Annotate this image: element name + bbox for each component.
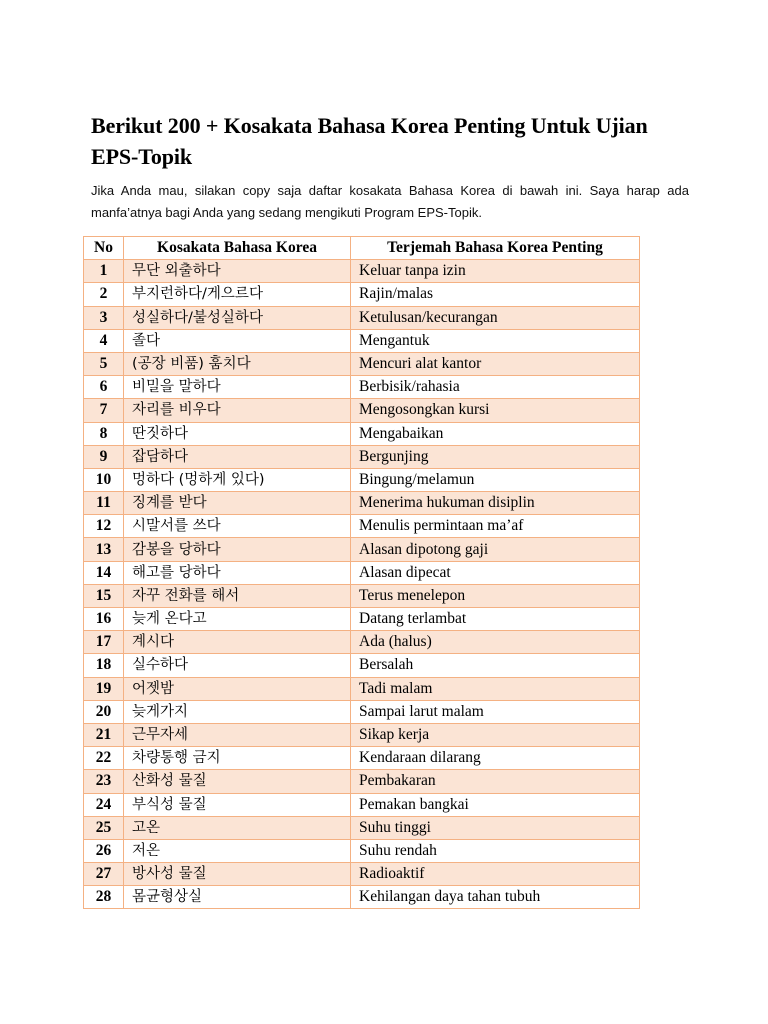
row-number: 6 <box>84 376 124 399</box>
header-row <box>84 237 640 260</box>
row-number: 27 <box>84 863 124 886</box>
table-row <box>84 376 640 399</box>
row-number: 28 <box>84 886 124 909</box>
table-row <box>84 747 640 770</box>
korean-term: 차량통행 금지 <box>124 747 351 770</box>
row-number: 22 <box>84 747 124 770</box>
row-number: 24 <box>84 793 124 816</box>
row-number: 25 <box>84 816 124 839</box>
korean-term: 비밀을 말하다 <box>124 376 351 399</box>
table-row <box>84 352 640 375</box>
table-row <box>84 886 640 909</box>
table-row <box>84 584 640 607</box>
row-number: 14 <box>84 561 124 584</box>
indonesian-translation: Ketulusan/kecurangan <box>351 306 640 329</box>
indonesian-translation: Rajin/malas <box>351 283 640 306</box>
table-row <box>84 329 640 352</box>
indonesian-translation: Kehilangan daya tahan tubuh <box>351 886 640 909</box>
table-row <box>84 492 640 515</box>
indonesian-translation: Bingung/melamun <box>351 468 640 491</box>
table-row <box>84 816 640 839</box>
korean-term: 방사성 물질 <box>124 863 351 886</box>
table-row <box>84 260 640 283</box>
indonesian-translation: Berbisik/rahasia <box>351 376 640 399</box>
korean-term: 몸균형상실 <box>124 886 351 909</box>
header-korean: Kosakata Bahasa Korea <box>124 237 351 260</box>
indonesian-translation: Keluar tanpa izin <box>351 260 640 283</box>
table-row <box>84 422 640 445</box>
korean-term: 졸다 <box>124 329 351 352</box>
table-row <box>84 654 640 677</box>
row-number: 4 <box>84 329 124 352</box>
table-row <box>84 839 640 862</box>
indonesian-translation: Suhu rendah <box>351 839 640 862</box>
row-number: 17 <box>84 631 124 654</box>
korean-term: 딴짓하다 <box>124 422 351 445</box>
korean-term: 부지런하다/게으르다 <box>124 283 351 306</box>
table-row <box>84 445 640 468</box>
indonesian-translation: Kendaraan dilarang <box>351 747 640 770</box>
table-row <box>84 770 640 793</box>
indonesian-translation: Ada (halus) <box>351 631 640 654</box>
table-row <box>84 561 640 584</box>
row-number: 2 <box>84 283 124 306</box>
korean-term: 해고를 당하다 <box>124 561 351 584</box>
korean-term: 저온 <box>124 839 351 862</box>
row-number: 7 <box>84 399 124 422</box>
table-row <box>84 515 640 538</box>
korean-term: 고온 <box>124 816 351 839</box>
indonesian-translation: Radioaktif <box>351 863 640 886</box>
row-number: 21 <box>84 723 124 746</box>
korean-term: 성실하다/불성실하다 <box>124 306 351 329</box>
indonesian-translation: Menulis permintaan ma’af <box>351 515 640 538</box>
indonesian-translation: Tadi malam <box>351 677 640 700</box>
table-row <box>84 793 640 816</box>
indonesian-translation: Suhu tinggi <box>351 816 640 839</box>
korean-term: 감봉을 당하다 <box>124 538 351 561</box>
table-row <box>84 399 640 422</box>
indonesian-translation: Sikap kerja <box>351 723 640 746</box>
indonesian-translation: Mengantuk <box>351 329 640 352</box>
korean-term: 멍하다 (멍하게 있다) <box>124 468 351 491</box>
indonesian-translation: Mengabaikan <box>351 422 640 445</box>
row-number: 26 <box>84 839 124 862</box>
table-row <box>84 723 640 746</box>
indonesian-translation: Terus menelepon <box>351 584 640 607</box>
korean-term: 무단 외출하다 <box>124 260 351 283</box>
table-row <box>84 538 640 561</box>
row-number: 11 <box>84 492 124 515</box>
indonesian-translation: Datang terlambat <box>351 608 640 631</box>
korean-term: 시말서를 쓰다 <box>124 515 351 538</box>
row-number: 8 <box>84 422 124 445</box>
table-row <box>84 306 640 329</box>
row-number: 10 <box>84 468 124 491</box>
korean-term: 잡담하다 <box>124 445 351 468</box>
indonesian-translation: Mengosongkan kursi <box>351 399 640 422</box>
row-number: 18 <box>84 654 124 677</box>
document-title: Berikut 200 + Kosakata Bahasa Korea Penting Untuk Ujian EPS-Topik <box>91 113 648 169</box>
row-number: 5 <box>84 352 124 375</box>
vocabulary-table <box>83 236 640 909</box>
row-number: 19 <box>84 677 124 700</box>
row-number: 9 <box>84 445 124 468</box>
table-row <box>84 700 640 723</box>
header-translation: Terjemah Bahasa Korea Penting <box>351 237 640 260</box>
row-number: 16 <box>84 608 124 631</box>
korean-term: 늦게가지 <box>124 700 351 723</box>
table-header <box>84 237 640 260</box>
korean-term: 늦게 온다고 <box>124 608 351 631</box>
korean-term: 실수하다 <box>124 654 351 677</box>
row-number: 13 <box>84 538 124 561</box>
indonesian-translation: Pemakan bangkai <box>351 793 640 816</box>
table-row <box>84 677 640 700</box>
indonesian-translation: Menerima hukuman disiplin <box>351 492 640 515</box>
korean-term: 산화성 물질 <box>124 770 351 793</box>
korean-term: 부식성 물질 <box>124 793 351 816</box>
korean-term: 계시다 <box>124 631 351 654</box>
korean-term: 징계를 받다 <box>124 492 351 515</box>
indonesian-translation: Alasan dipecat <box>351 561 640 584</box>
row-number: 15 <box>84 584 124 607</box>
indonesian-translation: Alasan dipotong gaji <box>351 538 640 561</box>
row-number: 23 <box>84 770 124 793</box>
row-number: 12 <box>84 515 124 538</box>
intro-paragraph: Jika Anda mau, silakan copy saja daftar kosakata Bahasa Korea di bawah ini. Saya harap ada manfa’atnya bagi Anda yang sedang mengikuti Program EPS-Topik. <box>91 183 689 220</box>
korean-term: 자꾸 전화를 해서 <box>124 584 351 607</box>
indonesian-translation: Bergunjing <box>351 445 640 468</box>
indonesian-translation: Mencuri alat kantor <box>351 352 640 375</box>
indonesian-translation: Bersalah <box>351 654 640 677</box>
table-body <box>84 260 640 909</box>
indonesian-translation: Sampai larut malam <box>351 700 640 723</box>
table-row <box>84 468 640 491</box>
korean-term: 어젯밤 <box>124 677 351 700</box>
indonesian-translation: Pembakaran <box>351 770 640 793</box>
header-no: No <box>84 237 124 260</box>
row-number: 3 <box>84 306 124 329</box>
row-number: 1 <box>84 260 124 283</box>
table-row <box>84 631 640 654</box>
row-number: 20 <box>84 700 124 723</box>
korean-term: 자리를 비우다 <box>124 399 351 422</box>
table-row <box>84 863 640 886</box>
table-row <box>84 283 640 306</box>
table-row <box>84 608 640 631</box>
korean-term: (공장 비품) 훔치다 <box>124 352 351 375</box>
korean-term: 근무자세 <box>124 723 351 746</box>
